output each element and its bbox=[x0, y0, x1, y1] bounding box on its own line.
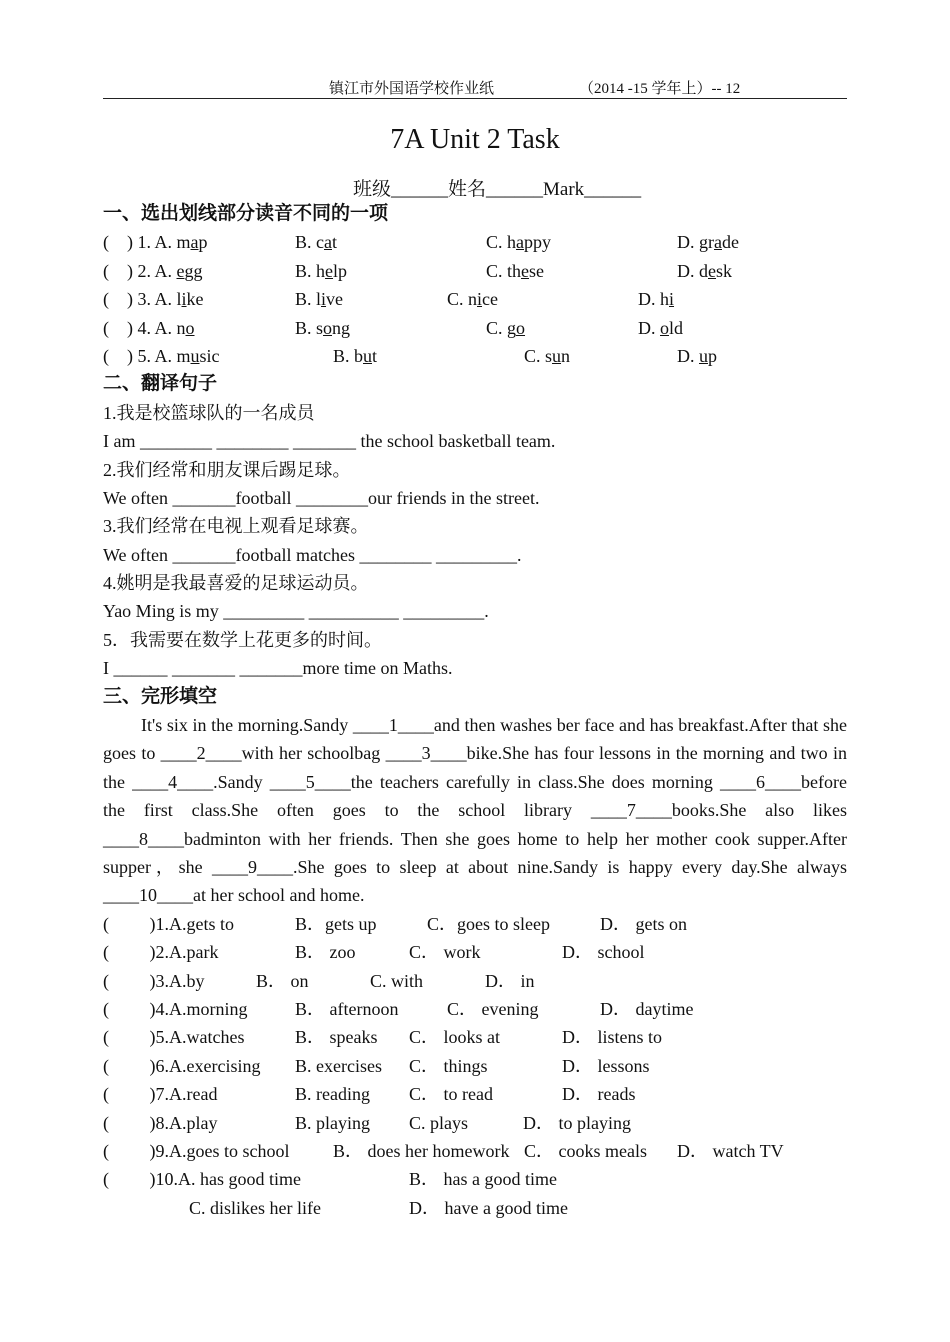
page-title: 7A Unit 2 Task bbox=[390, 124, 560, 155]
option-c: C． cooks meals bbox=[524, 1141, 647, 1161]
option-b: B. exercises bbox=[295, 1055, 382, 1076]
underlined-letters: i bbox=[477, 289, 483, 310]
option-b: B． zoo bbox=[295, 942, 356, 963]
question-number: ( )4.A.morning bbox=[103, 999, 248, 1020]
question-number: ( )8.A.play bbox=[103, 1112, 218, 1133]
question-row bbox=[103, 314, 847, 342]
question-number: ( )6.A.exercising bbox=[103, 1055, 261, 1076]
option-d: D. grade bbox=[677, 232, 739, 253]
question-number: ( )7.A.read bbox=[103, 1084, 218, 1105]
option-d: D． gets on bbox=[600, 913, 687, 934]
option-b: B. song bbox=[295, 317, 351, 338]
underlined-letters: i bbox=[181, 289, 187, 310]
option-b: B. reading bbox=[295, 1084, 370, 1105]
section2-heading: 二、翻译句子 bbox=[103, 373, 218, 395]
option-d: D． daytime bbox=[600, 999, 694, 1020]
option-b: B． speaks bbox=[295, 1027, 378, 1048]
option-c: C． things bbox=[409, 1055, 488, 1076]
cloze-question-row bbox=[103, 1137, 847, 1165]
option-d: D． lessons bbox=[562, 1055, 650, 1076]
underlined-letters: u bbox=[363, 345, 373, 366]
underlined-letters: e bbox=[521, 260, 530, 281]
page-header bbox=[103, 74, 847, 99]
option-b: B. live bbox=[295, 289, 344, 310]
underlined-letters: e bbox=[708, 260, 716, 281]
underlined-letters: o bbox=[660, 317, 669, 338]
option-c: C. nice bbox=[447, 289, 499, 310]
question-row bbox=[103, 342, 847, 370]
chinese-sentence: 1.我是校篮球队的一名成员 bbox=[103, 402, 315, 423]
worksheet-body bbox=[103, 200, 847, 1222]
section3-questions bbox=[103, 910, 847, 1222]
option-b: B． has a good time bbox=[409, 1169, 557, 1190]
underlined-letters: u bbox=[190, 345, 200, 366]
option-a: ( ) 3. A. like bbox=[103, 289, 204, 310]
option-d: D． school bbox=[562, 942, 645, 963]
question-row bbox=[103, 228, 847, 256]
option-d: D． reads bbox=[562, 1084, 636, 1105]
option-b: B． afternoon bbox=[295, 999, 399, 1020]
underlined-letters: o bbox=[185, 317, 195, 338]
question-row bbox=[103, 285, 847, 313]
option-d: D. up bbox=[677, 345, 717, 366]
cloze-question-row bbox=[103, 1080, 847, 1108]
cloze-passage: It's six in the morning.Sandy ____1____and then washes ber face and has breakfast.After that she goes to ____2____with her schoolbag ____3____bike.She has four lessons in the morning and two in the ____4____.Sandy ____5____the teachers carefully in class.She does morning ____6____before the first class.She often goes to the school library ____7____books.She also likes ____8____badminton with her friends. Then she goes home to help her mother cook supper.After supper，she ____9____.She goes to sleep at about nine.Sandy is happy every day.She always ____10____at her school and home. bbox=[103, 715, 847, 906]
header-term: （2014 -15 学年上）-- 12 bbox=[579, 81, 741, 97]
option-c: C. happy bbox=[486, 232, 552, 253]
question-number: ( )3.A.by bbox=[103, 970, 205, 991]
chinese-sentence: 5．我需要在数学上花更多的时间。 bbox=[103, 629, 382, 650]
underlined-letters: i bbox=[321, 289, 327, 310]
underlined-letters: i bbox=[669, 289, 675, 310]
underlined-letters: a bbox=[714, 232, 722, 253]
option-d: D． listens to bbox=[562, 1027, 663, 1048]
option-c: C. with bbox=[370, 970, 424, 991]
option-b: B. help bbox=[295, 260, 348, 281]
underlined-letters: e bbox=[176, 260, 185, 281]
option-b: B．gets up bbox=[295, 913, 377, 934]
header-school: 镇江市外国语学校作业纸 bbox=[329, 81, 495, 97]
section1-items bbox=[103, 228, 847, 370]
option-c: C. plays bbox=[409, 1112, 469, 1133]
option-b: B. but bbox=[333, 345, 378, 366]
option-a: ( ) 5. A. music bbox=[103, 345, 220, 366]
chinese-sentence: 4.姚明是我最喜爱的足球运动员。 bbox=[103, 573, 369, 594]
option-b: B. playing bbox=[295, 1112, 370, 1133]
cloze-question-row bbox=[103, 967, 847, 995]
option-d: D. hi bbox=[638, 289, 675, 310]
option-c: C. dislikes her life bbox=[189, 1197, 321, 1218]
cloze-question-row bbox=[103, 995, 847, 1023]
option-c: C．goes to sleep bbox=[427, 913, 550, 934]
option-d: D． in bbox=[485, 970, 535, 991]
cloze-question-row bbox=[103, 910, 847, 938]
option-b: B． on bbox=[256, 970, 309, 991]
english-blank-sentence: Yao Ming is my _________ __________ _________. bbox=[103, 601, 489, 622]
english-blank-sentence: We often _______football ________our friends in the street. bbox=[103, 487, 540, 508]
cloze-question-row bbox=[103, 1052, 847, 1080]
section3-heading: 三、完形填空 bbox=[103, 685, 218, 707]
chinese-sentence: 3.我们经常在电视上观看足球赛。 bbox=[103, 516, 369, 537]
option-d: D． have a good time bbox=[409, 1197, 568, 1218]
name-fields: 班级______姓名______Mark______ bbox=[353, 179, 642, 200]
cloze-question-row bbox=[103, 938, 847, 966]
underlined-letters: u bbox=[699, 345, 708, 366]
english-blank-sentence: I am ________ ________ _______ the school basketball team. bbox=[103, 431, 556, 452]
question-number: ( )10.A. has good time bbox=[103, 1169, 301, 1190]
chinese-sentence: 2.我们经常和朋友课后踢足球。 bbox=[103, 459, 351, 480]
question-number: ( )2.A.park bbox=[103, 942, 219, 963]
underlined-letters: o bbox=[516, 317, 526, 338]
question-number: ( )5.A.watches bbox=[103, 1027, 245, 1048]
option-a: ( ) 2. A. egg bbox=[103, 260, 203, 281]
option-d: D. desk bbox=[677, 260, 733, 281]
option-c: C． evening bbox=[447, 999, 539, 1020]
underlined-letters: u bbox=[552, 345, 562, 366]
english-blank-sentence: We often _______football matches ________ _________. bbox=[103, 544, 522, 565]
option-a: ( ) 1. A. map bbox=[103, 232, 208, 253]
option-c: C． looks at bbox=[409, 1027, 501, 1048]
underlined-letters: a bbox=[324, 232, 332, 253]
option-b: B. cat bbox=[295, 232, 338, 253]
cloze-question-row bbox=[103, 1109, 847, 1137]
option-c: C. these bbox=[486, 260, 545, 281]
option-c: C． work bbox=[409, 942, 481, 963]
underlined-letters: o bbox=[323, 317, 333, 338]
question-row bbox=[103, 257, 847, 285]
english-blank-sentence: I ______ _______ _______more time on Maths. bbox=[103, 658, 453, 679]
option-c: C. go bbox=[486, 317, 526, 338]
option-a: ( ) 4. A. no bbox=[103, 317, 195, 338]
cloze-question-row bbox=[103, 1194, 847, 1222]
option-d: D. old bbox=[638, 317, 684, 338]
section2-items bbox=[103, 399, 847, 683]
option-d: D． to playing bbox=[523, 1112, 631, 1133]
underlined-letters: a bbox=[190, 232, 199, 253]
underlined-letters: e bbox=[325, 260, 334, 281]
option-c: C． to read bbox=[409, 1084, 493, 1105]
cloze-question-row bbox=[103, 1023, 847, 1051]
section1-heading: 一、选出划线部分读音不同的一项 bbox=[103, 203, 389, 224]
cloze-question-row bbox=[103, 1165, 847, 1193]
question-number: ( )9.A.goes to school bbox=[103, 1141, 290, 1161]
option-c: C. sun bbox=[524, 345, 571, 366]
option-d: D． watch TV bbox=[677, 1141, 784, 1161]
question-number: ( )1.A.gets to bbox=[103, 913, 234, 934]
underlined-letters: a bbox=[516, 232, 525, 253]
option-b: B． does her homework bbox=[333, 1141, 510, 1161]
